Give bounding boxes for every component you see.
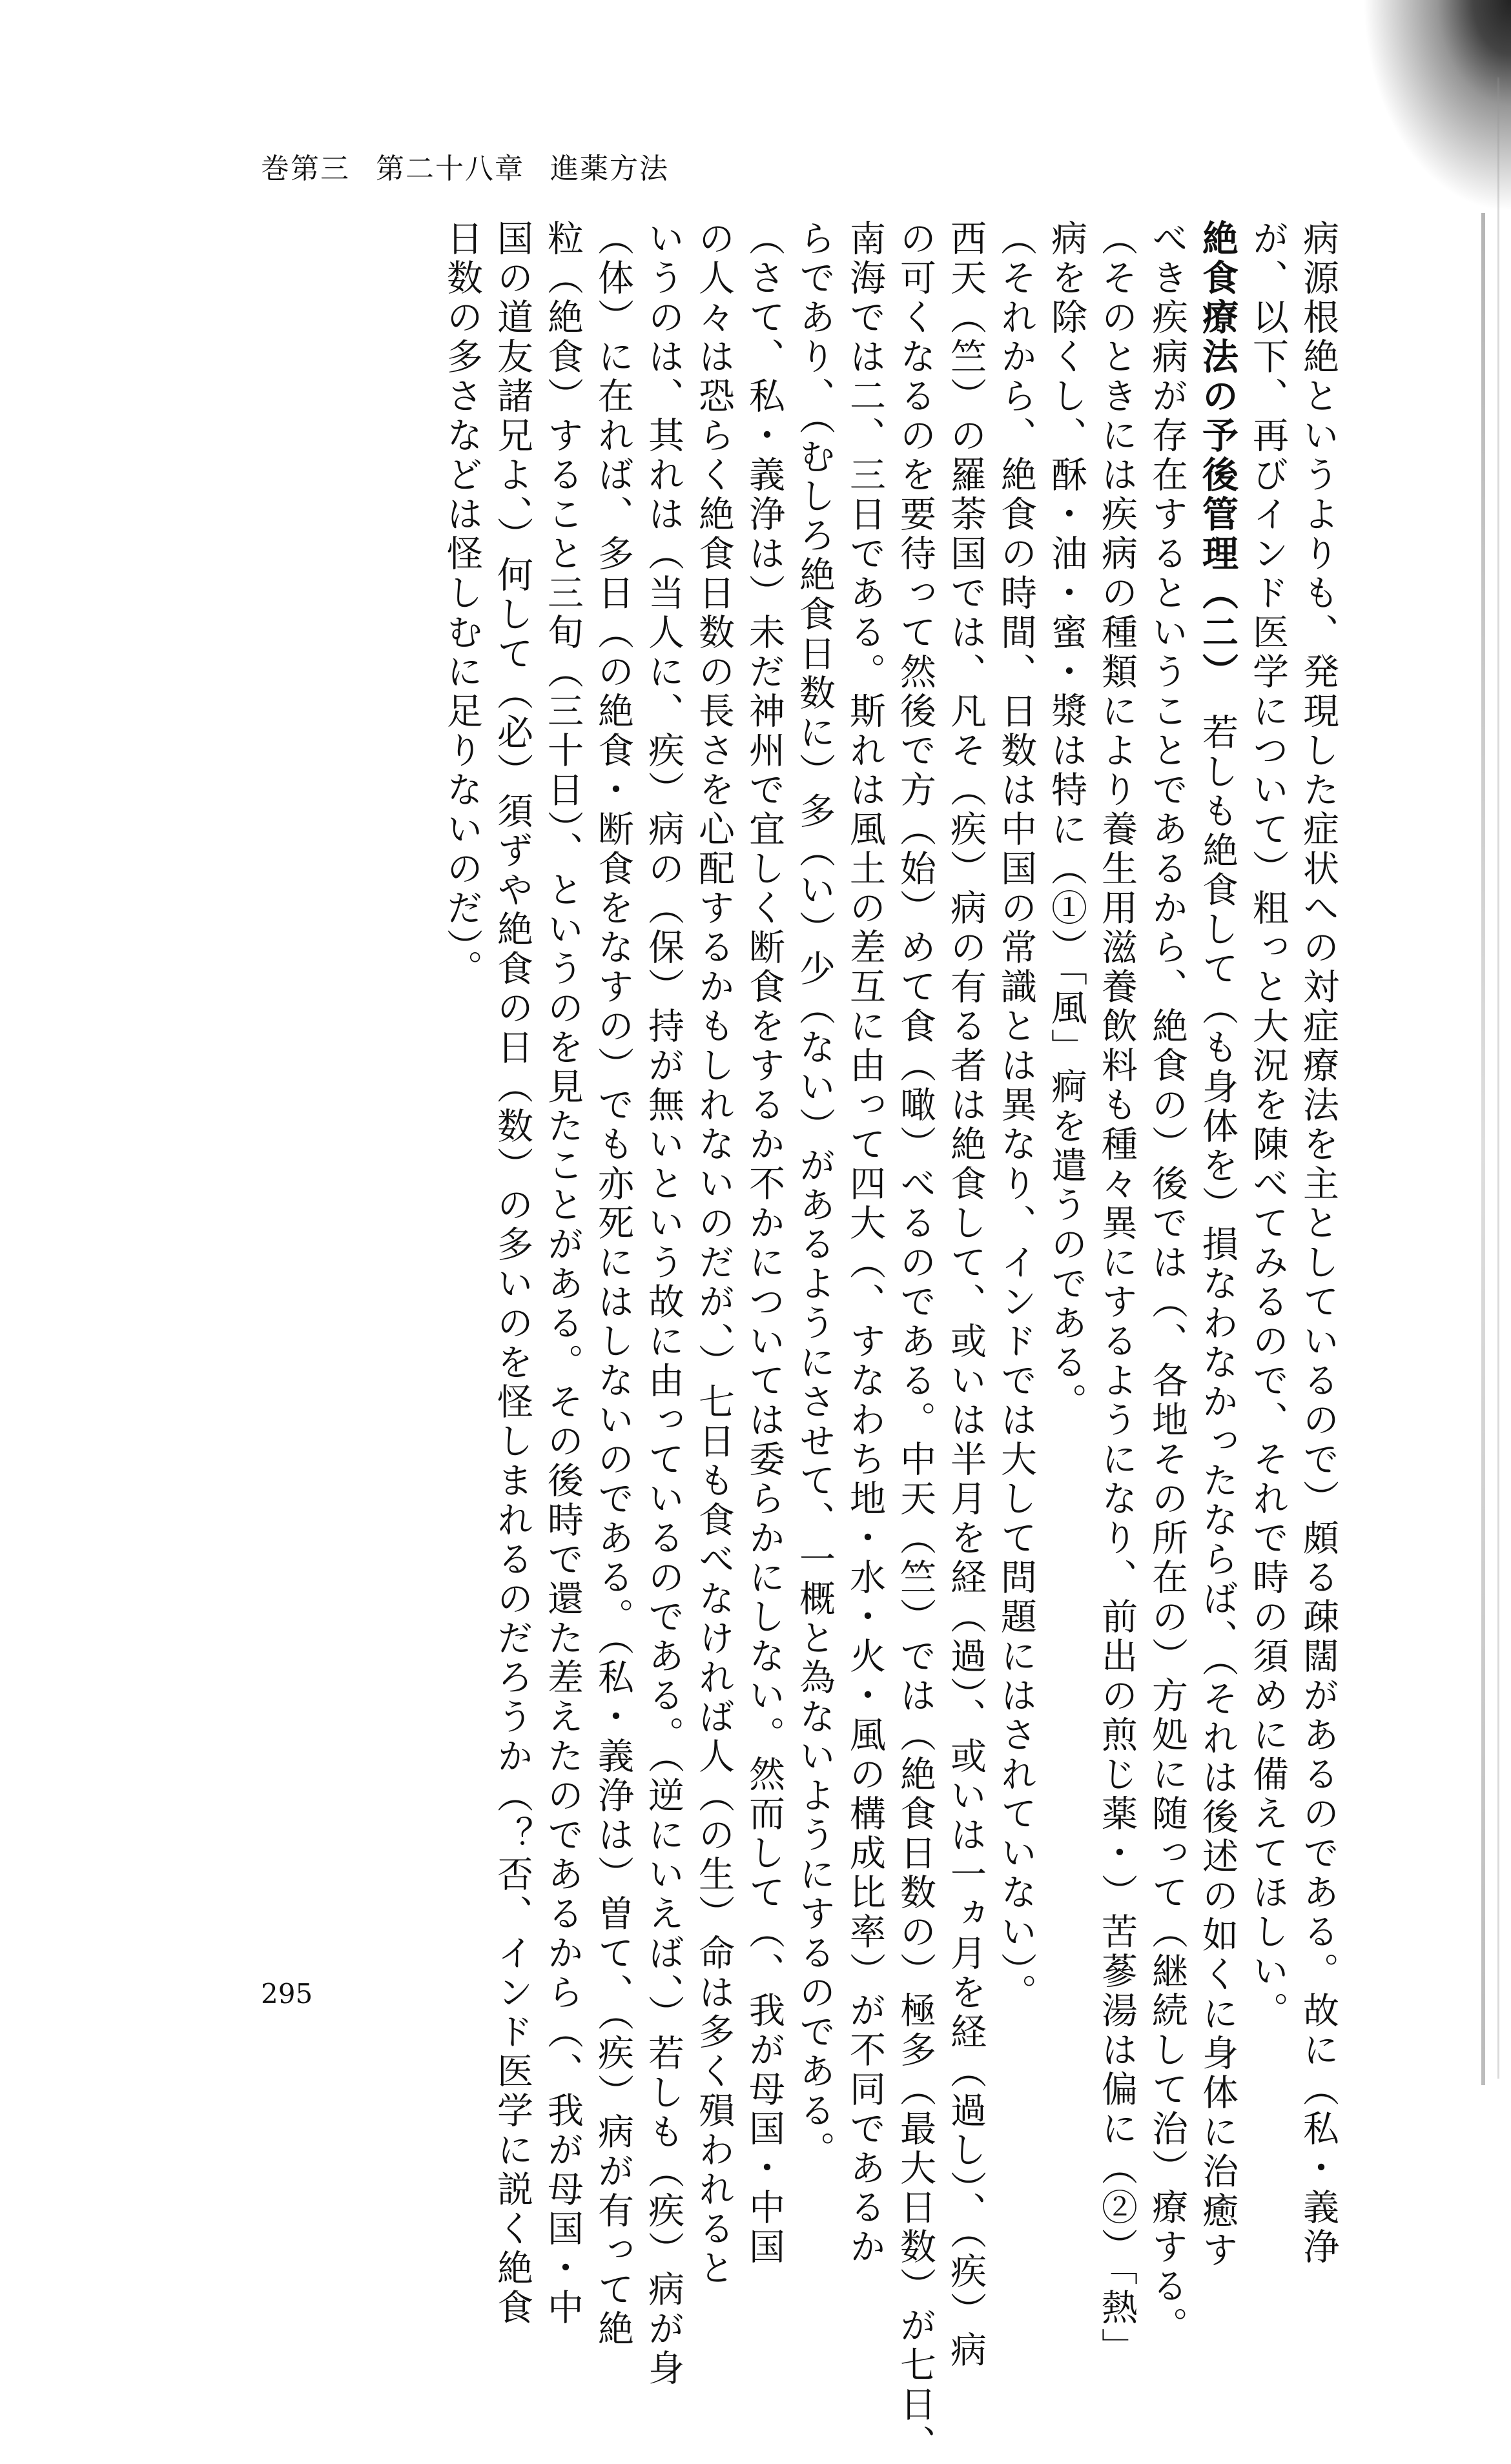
scan-edge-line-outer	[1497, 77, 1499, 2079]
running-header	[261, 152, 695, 185]
scan-edge-line	[1481, 213, 1485, 2085]
text-column: の可くなるのを要待って然後で方（始）めて食（噉）べるのである。中天（竺）では（絶食日数の）極多（最大日数）が七日、	[894, 219, 936, 2464]
text-column: 病源根絶というよりも、発現した症状への対症療法を主としているので）頗る疎闊があるのである。故に（私・義浄	[1297, 219, 1339, 2267]
text-column: （体）に在れば、多日（の絶食・断食をなすの）でも亦死にはしないのである。（私・義浄は）曽て、（疾）病が有って絶	[592, 219, 634, 2349]
scan-shadow	[1362, 0, 1511, 213]
text-column: の人々は恐らく絶食日数の長さを心配するかもしれないのだが、）七日も食べなければ人（の生）命は多く殞われると	[693, 219, 735, 2288]
text-column: 国の道友諸兄よ、）何して（必）須ずや絶食の日（数）の多いのを怪しまれるのだろうか（？否、インド医学に説く絶食	[491, 219, 533, 2328]
header-chapter: 第二十八章	[376, 152, 524, 185]
text-column: べき疾病が存在するということであるから、絶食の）後では（、各地その所在の）方処に随って（継続して治）療する。	[1146, 219, 1188, 2346]
text-column: （さて、私・義浄は）未だ神州で宜しく断食をするか不かについては委らかにしない。然而して（、我が母国・中国	[743, 219, 785, 2267]
text-column: が、以下、再びインド医学について）粗っと大況を陳べてみるので、それで時の須めに備えてほしい。	[1247, 219, 1289, 2031]
text-column-with-heading	[1192, 219, 1242, 2270]
text-column: 南海では二、三日である。斯れは風土の差互に由って四大（、すなわち地・水・火・風の構成比率）が不同であるか	[844, 219, 886, 2267]
text-column: 粒（絶食）すること三旬（三十日）、というのを見たことがある。その後時で還た差えたのであるから（、我が母国・中	[542, 219, 584, 2328]
text-column: 日数の多さなどは怪しむに足りないのだ）。	[441, 219, 483, 989]
text-column-continuation: 若しも絶食して（も身体を）損なわなかったならば、（それは後述の如くに身体に治癒す	[1197, 674, 1239, 2270]
text-column: （そのときには疾病の種類により養生用滋養飲料も種々異にするようになり、前出の煎じ薬・）苦蔘湯は偏に（②）「熱」	[1096, 219, 1138, 2367]
text-column: （それから、絶食の時間、日数は中国の常識とは異なり、インドでは大して問題にはされていない）。	[995, 219, 1037, 2013]
text-column: 病を除くし、酥・油・蜜・漿は特に（①）「風」痾を遣うのである。	[1045, 219, 1087, 1422]
page-number: 295	[261, 1978, 313, 2010]
section-heading: 絶食療法の予後管理（二）	[1197, 219, 1239, 674]
text-column: いうのは、其れは（当人に、疾）病の（保）持が無いという故に由っているのである。（逆にいえば、）若しも（疾）病が身	[642, 219, 684, 2388]
text-column: 西天（竺）の羅荼国では、凡そ（疾）病の有る者は絶食して、或いは半月を経（過）、或いは一ヵ月を経（過し）、（疾）病	[945, 219, 987, 2370]
header-title: 進薬方法	[550, 152, 669, 185]
header-volume: 巻第三	[261, 152, 350, 185]
text-column: らであり、（むしろ絶食日数に）多（い）少（ない）があるようにさせて、一概と為ないようにするのである。	[794, 219, 836, 2170]
